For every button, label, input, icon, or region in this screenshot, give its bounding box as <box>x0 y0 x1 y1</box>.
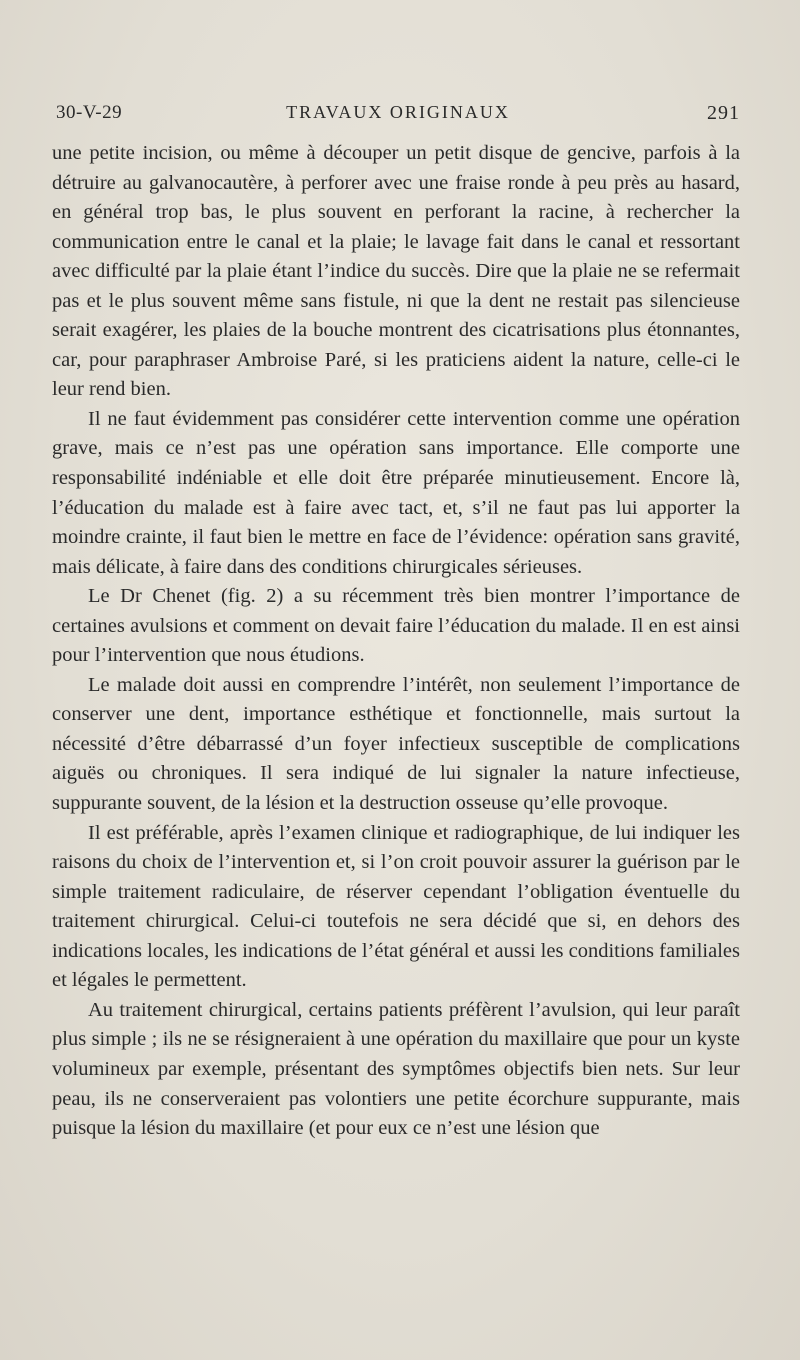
paragraph-2: Il ne faut évidemment pas considérer cette intervention comme une opération grave, mais ce n’est pas une opération sans importance. Elle comporte une responsabilité indéniable et elle doit être préparée minutieusement. Encore là, l’éducation du malade est à faire avec tact, et, s’il ne faut pas lui apporter la moindre crainte, il faut bien le mettre en face de l’évidence: opération sans gravité, mais délicate, à faire dans des conditions chirurgicales sérieuses. <box>52 407 740 578</box>
body-text <box>52 139 740 1144</box>
paragraph-6: Au traitement chirurgical, certains patients préfèrent l’avulsion, qui leur paraît plus simple ; ils ne se résigneraient à une opération du maxillaire que pour un kyste volumineux par exemple, présentant des symptômes objectifs bien nets. Sur leur peau, ils ne conserveraient pas volontiers une petite écorchure suppurante, mais puisque la lésion du maxillaire (et pour eux ce n’est une lésion que <box>52 998 740 1140</box>
paragraph-3: Le Dr Chenet (fig. 2) a su récemment très bien montrer l’importance de certaines avulsions et comment on devait faire l’éducation du malade. Il en est ainsi pour l’intervention que nous étudions. <box>52 585 740 667</box>
page-number: 291 <box>707 102 740 124</box>
paragraph-5: Il est préférable, après l’examen clinique et radiographique, de lui indiquer les raisons du choix de l’intervention et, si l’on croit pouvoir assurer la guérison par le simple traitement radiculaire, de réserver cependant l’obligation éventuelle du traitement chirurgical. Celui-ci toutefois ne sera décidé que si, en dehors des indications locales, les indications de l’état général et aussi les conditions familiales et légales le permettent. <box>52 821 740 992</box>
paragraph-4: Le malade doit aussi en comprendre l’intérêt, non seulement l’importance de conserver une dent, importance esthétique et fonctionnelle, mais surtout la nécessité d’être débarrassé d’un foyer infectieux susceptible de complications aiguës ou chroniques. Il sera indiqué de lui signaler la nature infectieuse, suppurante souvent, de la lésion et la destruction osseuse qu’elle provoque. <box>52 673 740 815</box>
running-header <box>56 102 740 132</box>
paragraph-1: une petite incision, ou même à découper un petit disque de gencive, parfois à la détruire au galvanocautère, à perforer avec une fraise ronde à peu près au hasard, en général trop bas, le plus souvent en perforant la racine, à rechercher la communication entre le canal et la plaie; le lavage fait dans le canal et ressortant avec difficulté par la plaie étant l’indice du succès. Dire que la plaie ne se refermait pas et le plus souvent même sans fistule, ni que la dent ne restait pas silencieuse serait exagérer, les plaies de la bouche montrent des cicatrisations plus étonnantes, car, pour paraphraser Ambroise Paré, si les praticiens aident la nature, celle-ci le leur rend bien. <box>52 142 740 401</box>
header-date: 30-V-29 <box>56 102 123 123</box>
header-title: TRAVAUX ORIGINAUX <box>286 102 510 122</box>
